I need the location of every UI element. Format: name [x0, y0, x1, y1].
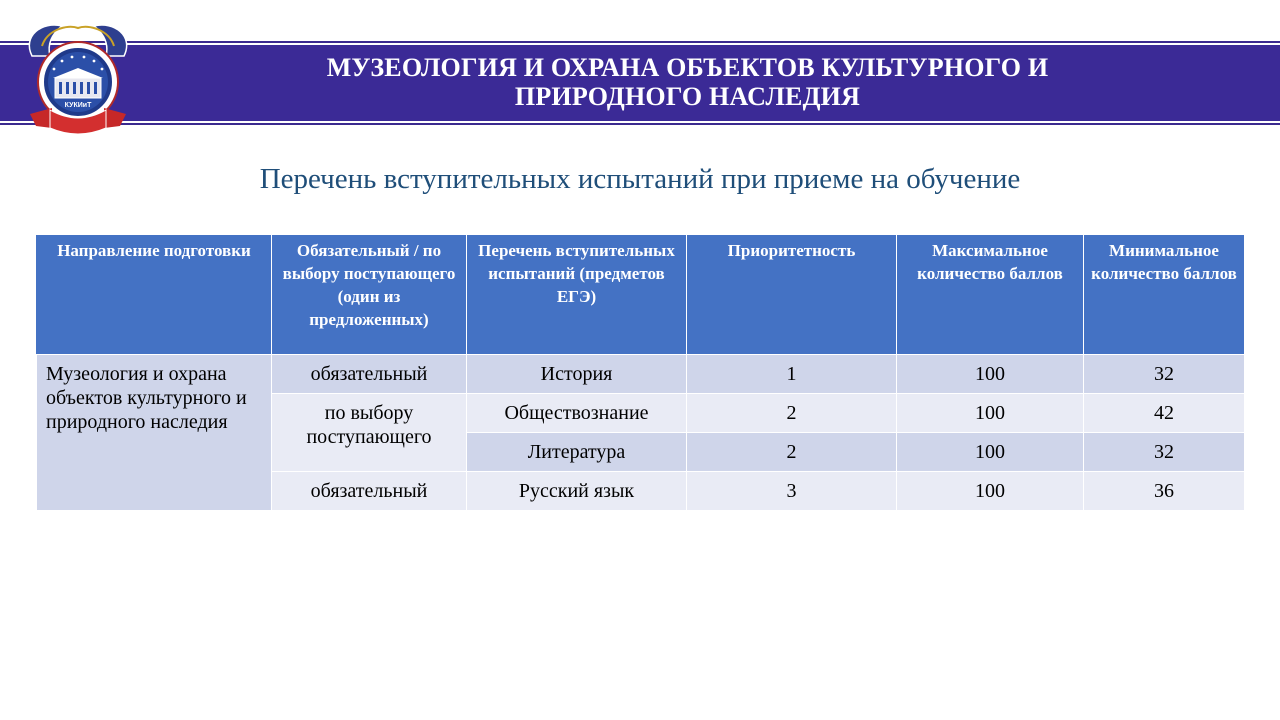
- logo-text: КУКИиТ: [64, 102, 92, 109]
- max-score-cell: 100: [897, 394, 1084, 433]
- min-score-cell: 32: [1084, 433, 1245, 472]
- table-row: [37, 355, 1245, 394]
- min-score-cell: 32: [1084, 355, 1245, 394]
- header-banner: [0, 41, 1280, 126]
- column-header-type: Обязательный / по выбору поступающего (один из предложенных): [272, 235, 467, 355]
- page-title-line2: ПРИРОДНОГО НАСЛЕДИЯ: [514, 82, 861, 111]
- max-score-cell: 100: [897, 472, 1084, 511]
- priority-cell: 2: [687, 433, 897, 472]
- type-cell: обязательный: [272, 472, 467, 511]
- priority-cell: 2: [687, 394, 897, 433]
- subject-cell: Русский язык: [467, 472, 687, 511]
- admission-table: [36, 234, 1245, 511]
- type-cell: по выбору поступающего: [272, 394, 467, 472]
- section-subtitle: Перечень вступительных испытаний при приеме на обучение: [259, 163, 1021, 195]
- banner-top-line: [0, 41, 1280, 43]
- min-score-cell: 36: [1084, 472, 1245, 511]
- column-header-max-score: Максимальное количество баллов: [897, 235, 1084, 355]
- page-title: [150, 53, 1225, 111]
- type-cell: обязательный: [272, 355, 467, 394]
- column-header-min-score: Минимальное количество баллов: [1084, 235, 1245, 355]
- column-header-direction: Направление подготовки: [37, 235, 272, 355]
- column-header-subjects: Перечень вступительных испытаний (предметов ЕГЭ): [467, 235, 687, 355]
- page-title-line1: МУЗЕОЛОГИЯ И ОХРАНА ОБЪЕКТОВ КУЛЬТУРНОГО И: [326, 53, 1049, 82]
- max-score-cell: 100: [897, 355, 1084, 394]
- priority-cell: 1: [687, 355, 897, 394]
- subject-cell: Литература: [467, 433, 687, 472]
- subject-cell: Обществознание: [467, 394, 687, 433]
- min-score-cell: 42: [1084, 394, 1245, 433]
- direction-cell: Музеология и охрана объектов культурного и природного наследия: [37, 355, 272, 511]
- university-logo: [22, 16, 134, 142]
- table-header-row: [37, 235, 1245, 355]
- max-score-cell: 100: [897, 433, 1084, 472]
- subject-cell: История: [467, 355, 687, 394]
- banner-bottom-line: [0, 123, 1280, 125]
- column-header-priority: Приоритетность: [687, 235, 897, 355]
- priority-cell: 3: [687, 472, 897, 511]
